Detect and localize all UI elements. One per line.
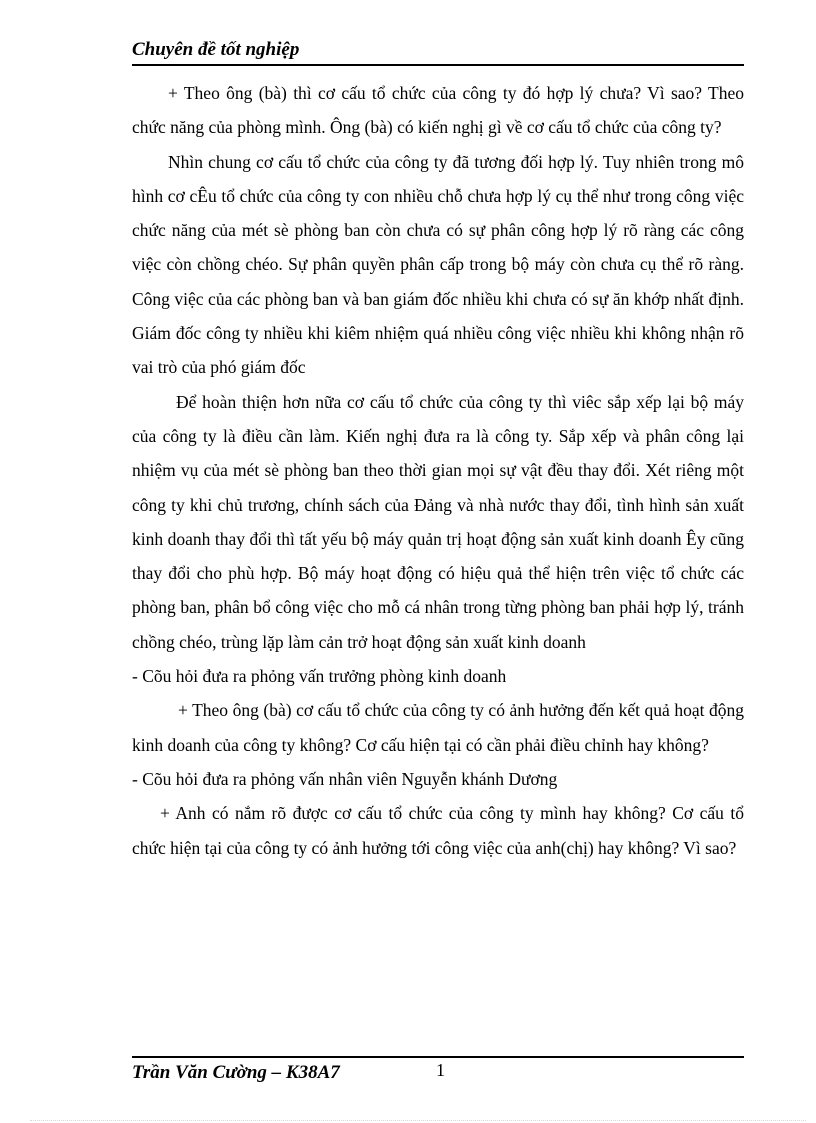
footer-rule (132, 1056, 744, 1058)
paragraph-interview-head-1: - Cõu hỏi đưa ra phỏng vấn trưởng phòng kinh doanh (132, 666, 507, 687)
header-title: Chuyên đề tốt nghiệp (132, 39, 300, 60)
paragraph-interview-head-2: - Cõu hỏi đưa ra phỏng vấn nhân viên Nguyễn khánh Dương (132, 768, 558, 789)
page-edge-dotted-line (30, 1120, 806, 1121)
paragraph-question-1: + Theo ông (bà) thì cơ cấu tổ chức của công ty đó hợp lý chưa? Vì sao? Theo chức năng của phòng mình. Ông (bà) có kiến nghị gì về cơ cấu tổ chức của công ty? (132, 83, 744, 138)
footer-author: Trần Văn Cường – K38A7 (132, 1062, 340, 1083)
header-rule (132, 64, 744, 66)
document-body (132, 76, 744, 865)
paragraph-recommendation: Để hoàn thiện hơn nữa cơ cấu tổ chức của công ty thì viêc sắp xếp lại bộ máy của công ty là điều cần làm. Kiến nghị đưa ra là công ty. Sắp xếp và phân công lại nhiệm vụ của mét sè phòng ban theo thời gian mọi sự vật đều thay đổi. Xét riêng một công ty khi chủ trương, chính sách của Đảng và nhà nước thay đổi, tình hình sản xuất kinh doanh thay đổi thì tất yếu bộ máy quản trị hoạt động sản xuất kinh doanh Êy cũng thay đổi cho phù hợp. Bộ máy hoạt động có hiệu quả thể hiện trên việc tổ chức các phòng ban, phân bổ công việc cho mỗ cá nhân trong từng phòng ban phải hợp lý, tránh chồng chéo, trùng lặp làm cản trở hoạt động sản xuất kinh doanh (132, 391, 744, 652)
paragraph-question-2: + Theo ông (bà) cơ cấu tổ chức của công ty có ảnh hưởng đến kết quả hoạt động kinh doanh của công ty không? Cơ cấu hiện tại có cần phải điều chỉnh hay không? (132, 700, 744, 755)
paragraph-answer-overview: Nhìn chung cơ cấu tổ chức của công ty đã tương đối hợp lý. Tuy nhiên trong mô hình cơ cÊu tổ chức của công ty con nhiều chỗ chưa hợp lý cụ thể như trong công việc chức năng của mét sè phòng ban còn chưa có sự phân công hợp lý rõ ràng các công việc còn chồng chéo. Sự phân quyền phân cấp trong bộ máy còn chưa cụ thể rõ ràng. Công việc của các phòng ban và ban giám đốc nhiều khi chưa có sự ăn khớp nhất định. Giám đốc công ty nhiều khi kiêm nhiệm quá nhiều công việc nhiều khi không nhận rõ vai trò của phó giám đốc (132, 151, 744, 378)
page-footer (132, 1056, 744, 1083)
page-number: 1 (436, 1060, 445, 1080)
paragraph-question-3: + Anh có nắm rõ được cơ cấu tổ chức của công ty mình hay không? Cơ cấu tổ chức hiện tại của công ty có ảnh hưởng tới công việc của anh(chị) hay không? Vì sao? (132, 803, 744, 858)
page-header (132, 38, 744, 66)
